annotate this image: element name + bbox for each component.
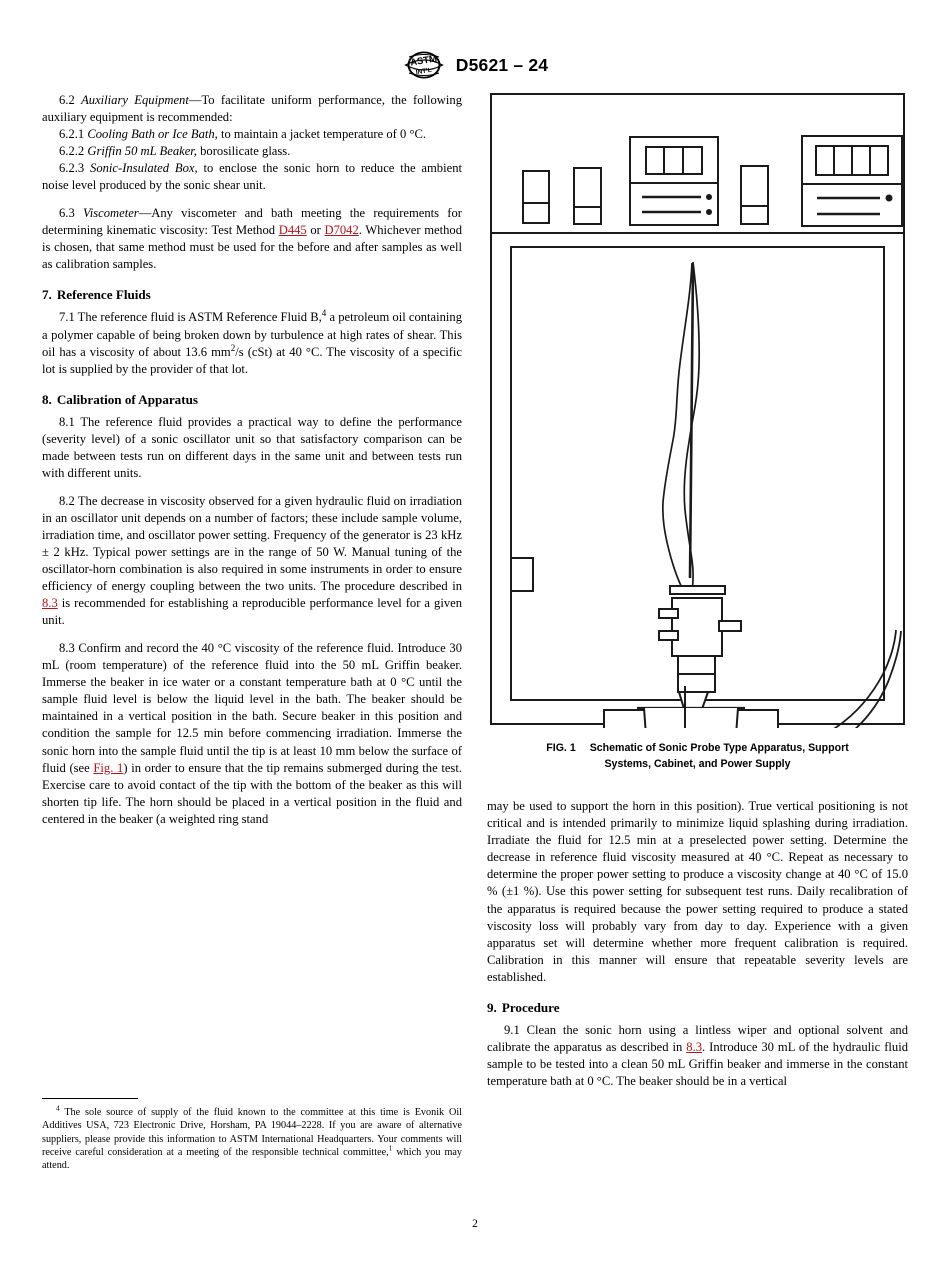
clause-body: To facilitate uniform performance, the following auxiliary equipment is recommended:	[42, 93, 462, 125]
figure-caption	[487, 741, 908, 772]
conjunction: or	[306, 223, 325, 238]
section-heading-7	[42, 286, 462, 303]
clause-body-a: Clean the sonic horn using a lintless wiper and optional solvent and calibrate the apparatus as described in	[487, 1023, 908, 1055]
paragraph-6-2-2	[42, 143, 462, 160]
clause-body-b: a petroleum oil containing a polymer capable of being broken down by turbulence at high rates of shear. This oil has a viscosity of about 13.6 mm	[42, 310, 463, 359]
clause-body-a: Any viscometer and bath meeting the requirements for determining kinematic viscosity: Test Method	[42, 206, 462, 238]
paragraph-7-1	[42, 309, 462, 377]
clause-body-a: Confirm and record the 40 °C viscosity of the reference fluid. Introduce 30 mL (room temperature) of the reference fluid into the 50 mL Griffin beaker. Immerse the beaker in ice water or a constant temperature bath at 0 °C until the sample fluid level is below the liquid level in the bath. The beaker should be maintained in a vertical position in the bath. Secure beaker in this position and condition the sample for 12.5 min before commencing irradiation. Immerse the sonic horn into the sample fluid until the tip is at least 10 mm below the surface of fluid (see	[42, 640, 462, 775]
footnote-separator-rule	[42, 1098, 138, 1099]
clause-number: 8.3	[59, 640, 75, 655]
clause-number: 8.1	[59, 414, 75, 429]
clause-body-a: The decrease in viscosity observed for a given hydraulic fluid on irradiation in an oscillator unit depends on a number of factors; these include sample volume, irradiation time, and oscillator power setting. Frequency of the generator is 23 kHz ± 2 kHz. Typical power settings are in the range of 50 W. Manual tuning of the oscillator-horn combination is also required in some instruments in order to ensure efficiency of energy coupling between the two units. The procedure described in	[42, 493, 462, 594]
paragraph-8-2	[42, 493, 462, 630]
clause-term: Viscometer	[82, 206, 139, 221]
standard-designation: D5621 – 24	[455, 54, 549, 75]
section-title: Procedure	[501, 1000, 560, 1016]
clause-term: Auxiliary Equipment	[81, 93, 189, 107]
em-dash: —	[138, 206, 152, 221]
clause-body-b: . Whichever method is chosen, that same method must be used for the before and after samples as well as calibration samples.	[42, 223, 462, 272]
clause-term: Griffin 50 mL Beaker,	[87, 144, 197, 159]
paragraph-8-1	[42, 414, 462, 482]
paragraph-6-2	[42, 92, 462, 126]
section-title: Reference Fluids	[56, 287, 151, 303]
clause-number: 7.1	[59, 310, 75, 325]
clause-number: 6.2.1	[59, 127, 85, 142]
clause-body-b: . Introduce 30 mL of the hydraulic fluid sample to be tested into a clean 50 mL Griffin beaker and immerse in the constant temperature bath at 0 °C. The beaker should be in a vertical	[487, 1040, 909, 1089]
xref-d7042[interactable]: D7042	[324, 223, 359, 238]
right-text-column	[487, 798, 908, 1090]
footnote-body-end: which you may attend.	[42, 1146, 462, 1172]
paragraph-continued: may be used to support the horn in this position). True vertical positioning is not critical and is intended primarily to minimize liquid splashing during irradiation. Irradiate the fluid for 12.5 min at a preselected power setting. Determine the decrease in reference fluid viscosity measured at 40 °C. Repeat as necessary to determine the proper power setting to produce a viscosity change at 40 °C of 15.0 % (±1 %). Use this power setting for subsequent test runs. Daily recalibration of the apparatus is required because the power setting required to produce a stated viscosity loss will probably vary from day to day. Experience with a given apparatus set will determine whether more frequent calibration is required. Calibration in this manner will ensure that repeatable severity levels are established.	[487, 799, 908, 984]
footnote-marker-4[interactable]: 4	[321, 308, 327, 319]
paragraph-8-3	[42, 640, 462, 828]
figure-label: FIG. 1	[546, 742, 576, 754]
xref-d445[interactable]: D445	[278, 223, 307, 238]
clause-body-c: /s (cSt) at 40 °C. The viscosity of a specific lot is supplied by the provider of that lot.	[42, 344, 463, 376]
figure-caption-line-2: Systems, Cabinet, and Power Supply	[604, 757, 791, 770]
footnote-4	[42, 1103, 462, 1172]
section-heading-9	[487, 999, 908, 1016]
control-panel-small-2	[574, 168, 601, 224]
clause-body: The reference fluid provides a practical way to define the performance (severity level) of a sonic oscillator unit so that satisfactory comparison can be made between tests run on different days in the same unit and between tests run with different units.	[42, 414, 462, 481]
clause-body-b: ) in order to ensure that the tip remains submerged during the test. Exercise care to avoid contact of the tip with the bottom of the beaker as this will shorten tip life. The horn should be placed in a vertical position in the fluid and centered in the beaker (a weighted ring stand	[42, 760, 462, 826]
transducer-converter	[659, 586, 741, 692]
footnote-reference-1: 1	[388, 1143, 393, 1153]
section-number: 7.	[42, 287, 52, 303]
paragraph-6-2-1	[42, 126, 462, 143]
power-supply-unit-4-segment	[802, 136, 902, 226]
xref-8-3[interactable]: 8.3	[42, 596, 58, 611]
control-panel-small-3	[741, 166, 768, 224]
coolant-tubing	[778, 630, 901, 728]
cabinet-door-latch	[511, 558, 533, 591]
svg-text:INT'L: INT'L	[415, 66, 432, 77]
control-panel-small-1	[523, 171, 549, 223]
section-number: 8.	[42, 391, 52, 407]
footnote-number: 4	[56, 1103, 60, 1113]
power-supply-unit-3-segment	[630, 137, 718, 225]
clause-number: 9.1	[504, 1023, 520, 1038]
footnote-block	[42, 1098, 462, 1172]
cable-core-line	[690, 266, 693, 578]
paragraph-6-2-3	[42, 160, 462, 194]
xref-8-3[interactable]: 8.3	[686, 1040, 703, 1055]
svg-text:ASTM: ASTM	[409, 53, 438, 69]
section-heading-8	[42, 391, 462, 408]
xref-fig-1[interactable]: Fig. 1	[93, 760, 124, 775]
figure-caption-line-1: Schematic of Sonic Probe Type Apparatus, Support	[589, 742, 849, 754]
clause-number: 6.2.3	[59, 161, 85, 176]
clause-number: 6.3	[59, 206, 75, 221]
clause-body-a: The reference fluid is ASTM Reference Fluid B,	[74, 310, 322, 325]
astm-logo-icon	[402, 50, 446, 80]
clause-number: 8.2	[59, 493, 75, 508]
clause-number: 6.2	[59, 93, 75, 107]
clause-body: to enclose the sonic horn to reduce the ambient noise level produced by the sonic shear unit.	[42, 161, 462, 193]
em-dash: —	[188, 93, 202, 107]
left-text-column	[42, 92, 462, 828]
paragraph-9-1	[487, 1022, 908, 1090]
figure-1	[487, 90, 908, 772]
clause-term: Cooling Bath or Ice Bath,	[87, 127, 218, 142]
clause-body: to maintain a jacket temperature of 0 °C.	[217, 127, 427, 142]
page-number: 2	[472, 1218, 478, 1230]
clause-number: 6.2.2	[59, 144, 85, 159]
clause-body-b: is recommended for establishing a reproducible performance level for a given unit.	[42, 596, 462, 628]
clause-body: borosilicate glass.	[196, 144, 291, 159]
exponent-squared: 2	[230, 342, 236, 353]
paragraph-6-3	[42, 205, 462, 273]
griffin-beaker	[637, 708, 745, 728]
footnote-body: The sole source of supply of the fluid known to the committee at this time is Evonik Oil Additives USA, 723 Electronic Drive, Horsham, PA 19044–2228. If you are aware of alternative suppliers, please provide this information to ASTM International Headquarters. Your comments will receive careful consideration at a meeting of the responsible technical committee,	[42, 1107, 462, 1158]
clause-term: Sonic-Insulated Box,	[90, 161, 198, 176]
section-number: 9.	[487, 1000, 497, 1016]
figure-1-schematic	[487, 90, 908, 728]
section-title: Calibration of Apparatus	[56, 391, 198, 407]
page-header	[0, 45, 950, 85]
